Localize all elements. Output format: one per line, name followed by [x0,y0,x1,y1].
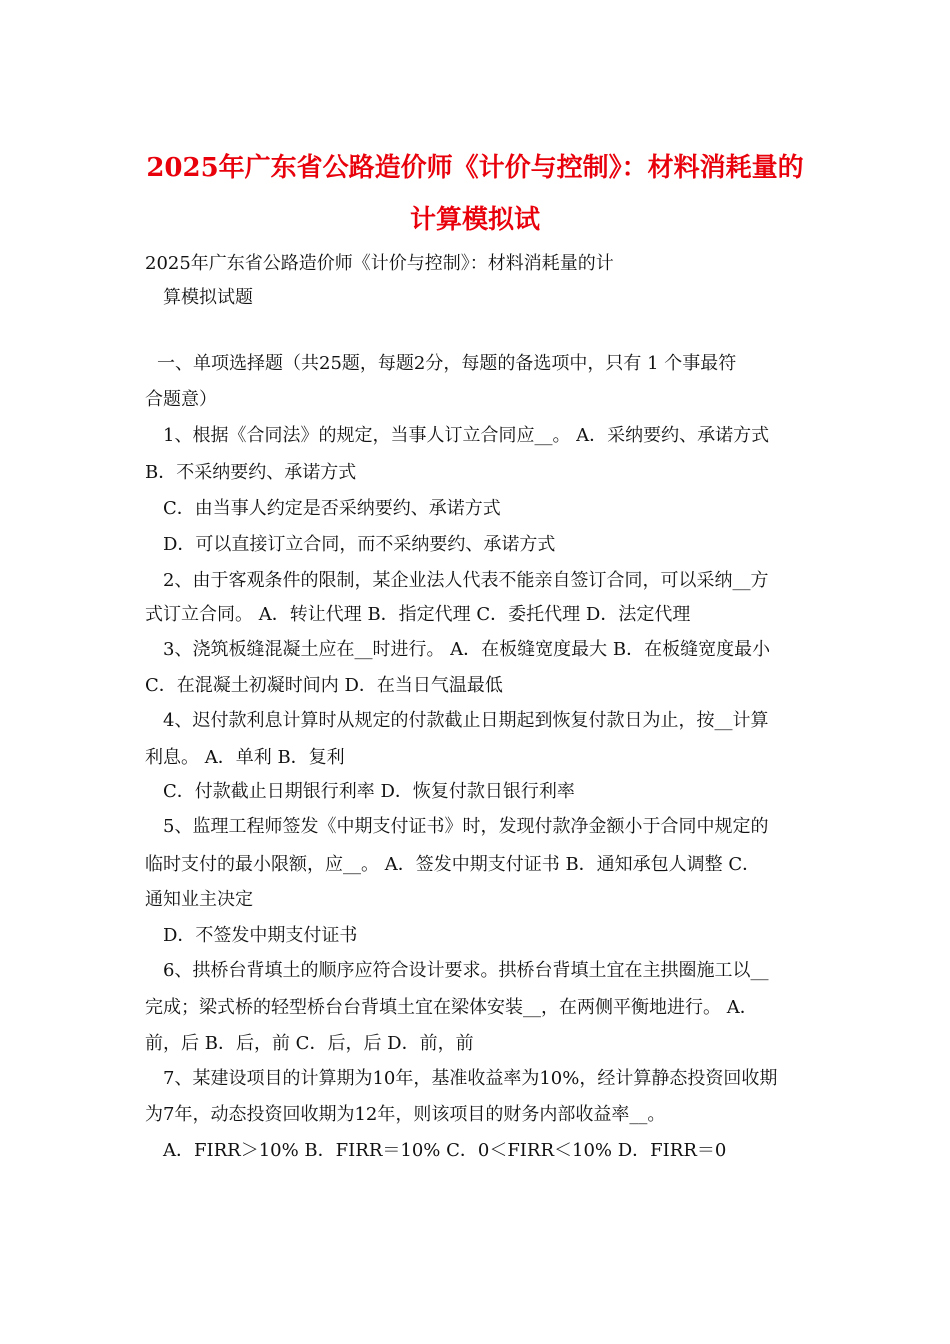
question-7: 7、某建设项目的计算期为10年，基准收益率为10%，经计算静态投资回收期 [163,1068,778,1089]
question-5-cont: 临时支付的最小限额，应__。 A．签发中期支付证书 B．通知承包人调整 C． [145,854,761,875]
question-5-cont-2: 通知业主决定 [145,889,253,910]
document-title-line-1: 2025年广东省公路造价师《计价与控制》：材料消耗量的 [146,153,804,183]
question-2: 2、由于客观条件的限制，某企业法人代表不能亲自签订合同，可以采纳__方 [163,570,769,591]
question-6-cont: 完成；梁式桥的轻型桥台台背填土宜在梁体安装__，在两侧平衡地进行。 A． [145,997,758,1018]
subtitle-line-1: 2025年广东省公路造价师《计价与控制》：材料消耗量的计 [145,253,614,274]
question-4: 4、迟付款利息计算时从规定的付款截止日期起到恢复付款日为止，按__计算 [163,710,769,731]
question-2-cont: 式订立合同。 A．转让代理 B．指定代理 C．委托代理 D．法定代理 [145,604,691,625]
question-1-option-d: D．可以直接订立合同，而不采纳要约、承诺方式 [163,534,556,555]
question-1: 1、根据《合同法》的规定，当事人订立合同应__。 A．采纳要约、承诺方式 [163,425,770,446]
question-1-option-c: C．由当事人约定是否采纳要约、承诺方式 [163,498,501,519]
question-5-option-d: D．不签发中期支付证书 [163,925,358,946]
subtitle-line-2: 算模拟试题 [163,287,253,308]
section-heading: 一、单项选择题（共25题，每题2分，每题的备选项中，只有 1 个事最符 [157,353,737,374]
question-5: 5、监理工程师签发《中期支付证书》时，发现付款净金额小于合同中规定的 [163,816,769,837]
document-title-line-2: 计算模拟试 [409,205,540,235]
question-6-options: 前，后 B．后，前 C．后，后 D．前，前 [145,1033,474,1054]
section-heading-cont: 合题意） [145,389,217,410]
question-3-cont: C．在混凝土初凝时间内 D．在当日气温最低 [145,675,503,696]
question-4-options: C．付款截止日期银行利率 D．恢复付款日银行利率 [163,781,575,802]
question-3: 3、浇筑板缝混凝土应在__时进行。 A．在板缝宽度最大 B．在板缝宽度最小 [163,639,771,660]
question-1-option-b: B．不采纳要约、承诺方式 [145,462,357,483]
question-6: 6、拱桥台背填土的顺序应符合设计要求。拱桥台背填土宜在主拱圈施工以__ [163,960,769,981]
question-7-cont: 为7年，动态投资回收期为12年，则该项目的财务内部收益率__。 [145,1104,666,1125]
question-4-cont: 利息。 A．单利 B．复利 [145,747,345,768]
question-7-options: A．FIRR＞10% B．FIRR＝10% C．0＜FIRR＜10% D．FIRR＝0 [163,1140,727,1161]
